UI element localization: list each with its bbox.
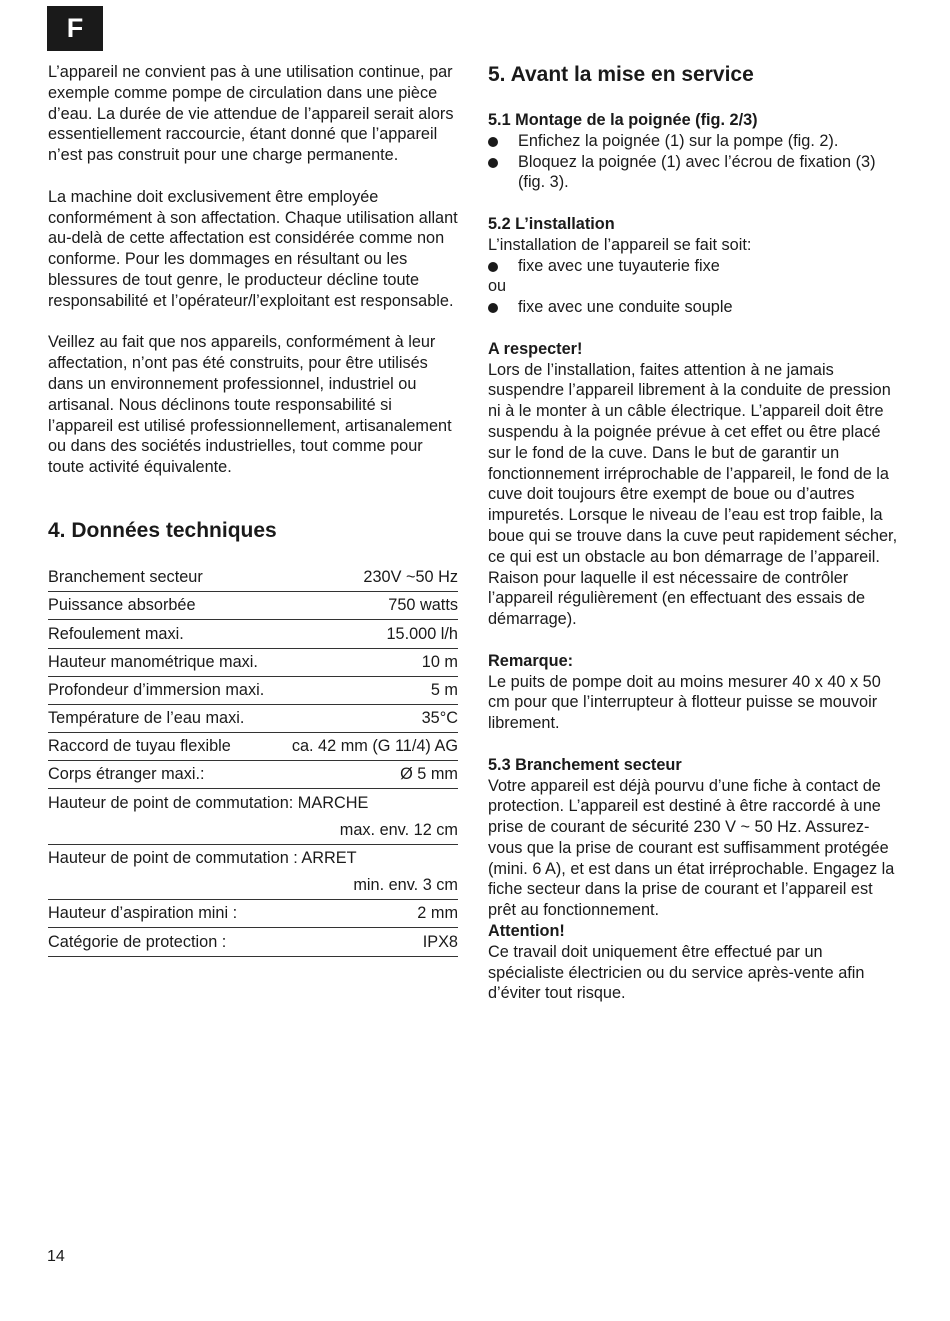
spec-row (48, 900, 458, 928)
spec-value: 230V ~50 Hz (280, 564, 458, 592)
spec-value: max. env. 12 cm (48, 817, 458, 845)
spec-value: 2 mm (280, 900, 458, 928)
spec-value: IPX8 (280, 928, 458, 956)
spec-value: 15.000 l/h (280, 620, 458, 648)
list-item-text: fixe avec une tuyauterie fixe (518, 256, 720, 275)
spec-row (48, 761, 458, 789)
spec-row (48, 648, 458, 676)
spec-label: Hauteur de point de commutation: MARCHE (48, 793, 369, 812)
spec-row (48, 564, 458, 592)
spec-label: Hauteur de point de commutation : ARRET (48, 849, 357, 867)
spec-value: 750 watts (280, 592, 458, 620)
spec-label: Température de l’eau maxi. (48, 704, 280, 732)
spec-label: Raccord de tuyau flexible (48, 733, 280, 761)
attention-text: Ce travail doit uniquement être effectué par un spécialiste électricien ou du service après-vente afin d’éviter tout risque. (488, 942, 865, 1003)
section-5-title: 5. Avant la mise en service (488, 63, 754, 86)
spec-label: Puissance absorbée (48, 592, 280, 620)
spec-row (48, 872, 458, 900)
spec-label: Refoulement maxi. (48, 620, 280, 648)
paragraph-professional: Veillez au fait que nos appareils, conformément à leur affectation, n’ont pas été construits, pour être utilisés dans un environnement professionnel, industriel ou artisanal. Nous déclinons toute responsabilité si l’appareil est utilisé professionnellement, artisanalement ou dans des sociétés industrielles, tout comme pour toute activité équivalente. (48, 333, 452, 477)
or-text: ou (488, 277, 507, 296)
list-item-text: Bloquez la poignée (1) avec l’écrou de fixation (3) (fig. 3). (518, 152, 876, 192)
right-column (488, 62, 898, 1004)
page-number: 14 (47, 1248, 65, 1265)
spec-row (48, 676, 458, 704)
section-5-3-title: 5.3 Branchement secteur (488, 755, 682, 774)
bullet-icon (488, 131, 518, 152)
list-item (488, 256, 898, 277)
bullet-icon (488, 256, 518, 277)
respect-title: A respecter! (488, 339, 583, 358)
paragraph-usage: L’appareil ne convient pas à une utilisation continue, par exemple comme pompe de circulation dans une pièce d’eau. La durée de vie attendue de l’appareil serait alors essentiellement raccourcie, étant donné que l’appareil n’est pas construit pour une charge permanente. (48, 63, 454, 165)
spec-row (48, 620, 458, 648)
bullet-icon (488, 297, 518, 318)
list-item (488, 152, 898, 194)
spec-value: 5 m (280, 676, 458, 704)
section-5-2-title: 5.2 L’installation (488, 214, 615, 233)
spec-label: Branchement secteur (48, 564, 280, 592)
spec-value: min. env. 3 cm (48, 872, 458, 900)
spec-value: 10 m (280, 648, 458, 676)
spec-row (48, 789, 458, 817)
spec-label: Hauteur manométrique maxi. (48, 648, 280, 676)
remarque-text: Le puits de pompe doit au moins mesurer 40 x 40 x 50 cm pour que l’interrupteur à flotteur puisse se mouvoir librement. (488, 672, 881, 733)
spec-value: ca. 42 mm (G 11/4) AG (280, 733, 458, 761)
spec-label: Hauteur d’aspiration mini : (48, 900, 280, 928)
section-4-title: 4. Données techniques (48, 518, 277, 542)
list-item-text: Enfichez la poignée (1) sur la pompe (fig. 2). (518, 131, 839, 150)
list-item-text: fixe avec une conduite souple (518, 298, 733, 317)
spec-value: Ø 5 mm (280, 761, 458, 789)
spec-row (48, 844, 458, 872)
spec-label: Profondeur d’immersion maxi. (48, 676, 280, 704)
installation-intro: L’installation de l’appareil se fait soit: (488, 235, 752, 254)
spec-row (48, 733, 458, 761)
tech-specs-table (48, 564, 458, 957)
attention-title: Attention! (488, 922, 565, 941)
list-item (488, 297, 898, 318)
branchement-text: Votre appareil est déjà pourvu d’une fiche à contact de protection. L’appareil est destiné à être raccordé à une prise de courant de sécurité 230 V ~ 50 Hz. Assurez-vous que la prise de courant est suffisamment protégée (mini. 6 A), et est dans un état irréprochable. Engagez la fiche secteur dans la prise de courant et l’appareil est prêt au fonctionnement. (488, 776, 895, 920)
spec-label: Catégorie de protection : (48, 928, 280, 956)
spec-value: 35°C (280, 704, 458, 732)
respect-text: Lors de l’installation, faites attention à ne jamais suspendre l’appareil librement à la conduite de pression ni à le monter à un câble électrique. L’appareil doit être suspendu à la poignée prévue à cet effet ou être placé sur le fond de la cuve. Dans le but de garantir un fonctionnement irréprochable de l’appareil, le fond de la cuve doit toujours être exempt de boue ou d’autres impuretés. Lorsque le niveau de l’eau est trop faible, la boue qui se trouve dans la cuve peut rapidement sécher, ce qui est un obstacle au bon démarrage de l’appareil. Raison pour laquelle il est nécessaire de contrôler l’appareil régulièrement (en effectuant des essais de démarrage). (488, 360, 898, 629)
section-5-1-title: 5.1 Montage de la poignée (fig. 2/3) (488, 111, 758, 129)
spec-row (48, 592, 458, 620)
spec-label: Corps étranger maxi.: (48, 761, 280, 789)
spec-row (48, 704, 458, 732)
spec-row (48, 817, 458, 845)
bullet-icon (488, 152, 518, 194)
list-item (488, 131, 898, 152)
remarque-title: Remarque: (488, 651, 574, 670)
paragraph-affectation: La machine doit exclusivement être employée conformément à son affectation. Chaque utilisation allant au-delà de cette affectation est considérée comme non conforme. Pour les dommages en résultant ou les blessures de tout genre, le producteur décline toute responsabilité et l’opérateur/l’exploitant est responsable. (48, 187, 458, 310)
left-column (48, 62, 458, 957)
language-tag: F (47, 6, 103, 51)
spec-row (48, 928, 458, 956)
